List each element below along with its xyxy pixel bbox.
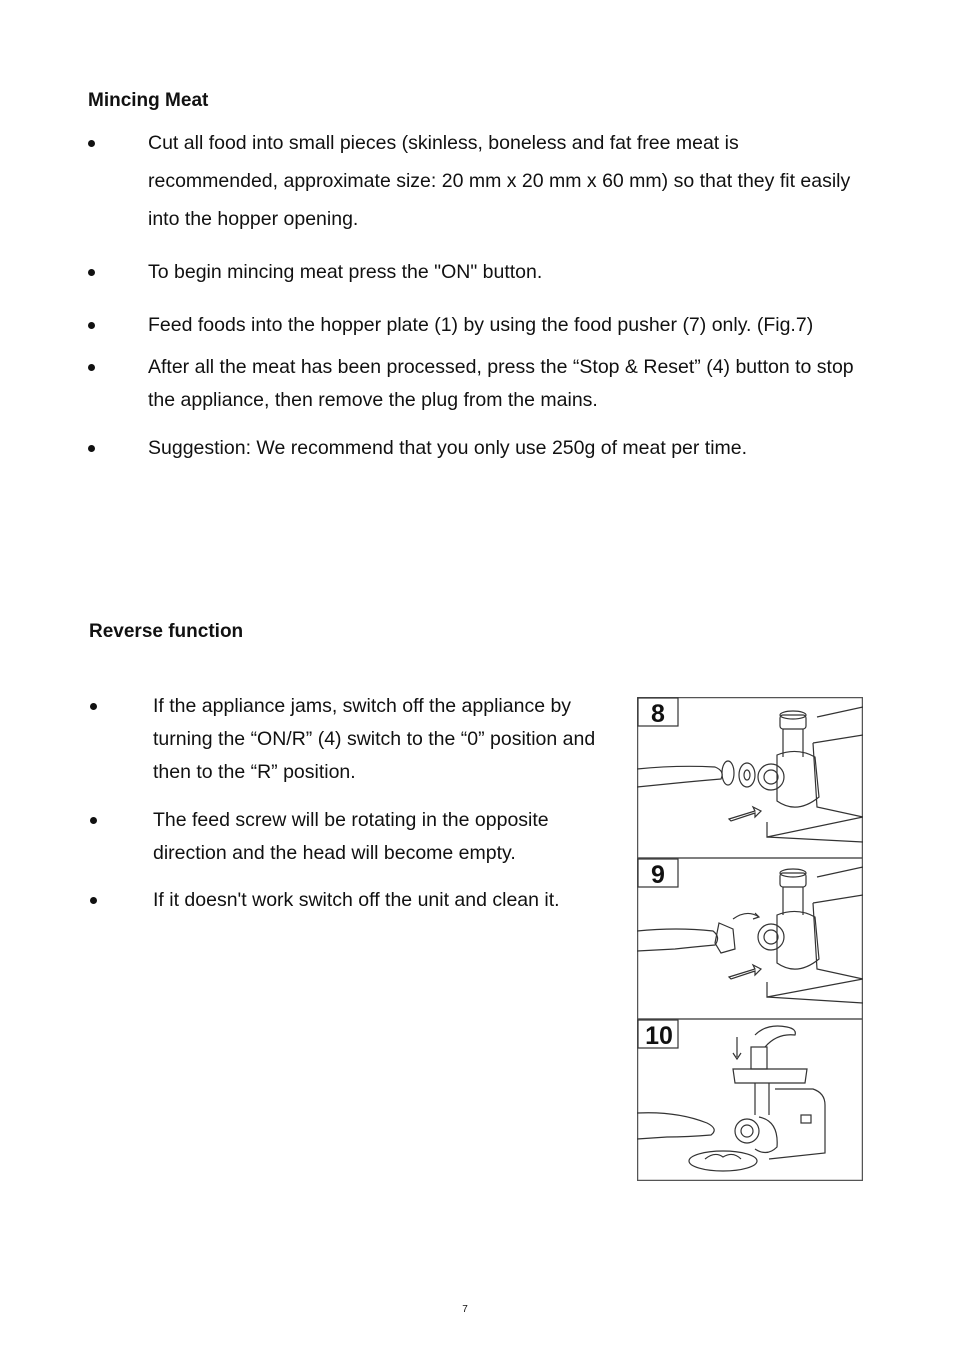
bullet-dot	[88, 364, 95, 371]
bullet-dot	[90, 817, 97, 824]
bullet-dot	[88, 269, 95, 276]
bullet-text: If the appliance jams, switch off the appliance by turning the “ON/R” (4) switch to the “0” position and then to the “R” position.	[153, 695, 596, 783]
panel-label-9: 9	[651, 861, 665, 889]
bullet-dot	[88, 445, 95, 452]
bullet-text: After all the meat has been processed, press the “Stop & Reset” (4) button to stop the appliance, then remove the plug from the mains.	[148, 356, 854, 411]
bullet-text: Feed foods into the hopper plate (1) by using the food pusher (7) only. (Fig.7)	[148, 314, 814, 336]
page-number: 7	[462, 1304, 468, 1315]
bullet-text: To begin mincing meat press the "ON" button.	[148, 261, 543, 283]
bullet-text: The feed screw will be rotating in the opposite direction and the head will become empty.	[153, 809, 549, 864]
bullet-text: Suggestion: We recommend that you only use 250g of meat per time.	[148, 437, 748, 459]
assembly-figure	[637, 697, 863, 1181]
bullet-text: If it doesn't work switch off the unit and clean it.	[153, 889, 560, 911]
bullet-dot	[90, 897, 97, 904]
mincing-heading: Mincing Meat	[88, 90, 209, 111]
panel-label-8: 8	[651, 700, 665, 728]
panel-label-10: 10	[645, 1022, 673, 1050]
reverse-heading: Reverse function	[89, 621, 244, 642]
bullet-text: Cut all food into small pieces (skinless, boneless and fat free meat is recommended, approximate size: 20 mm x 20 mm x 60 mm) so that they fit easily into the hopper opening.	[148, 132, 851, 230]
bullet-dot	[88, 140, 95, 147]
figure-panel-9	[637, 859, 863, 1003]
bullet-dot	[90, 703, 97, 710]
figure-panel-10	[637, 1020, 825, 1171]
bullet-dot	[88, 322, 95, 329]
figure-panel-8	[637, 698, 863, 842]
